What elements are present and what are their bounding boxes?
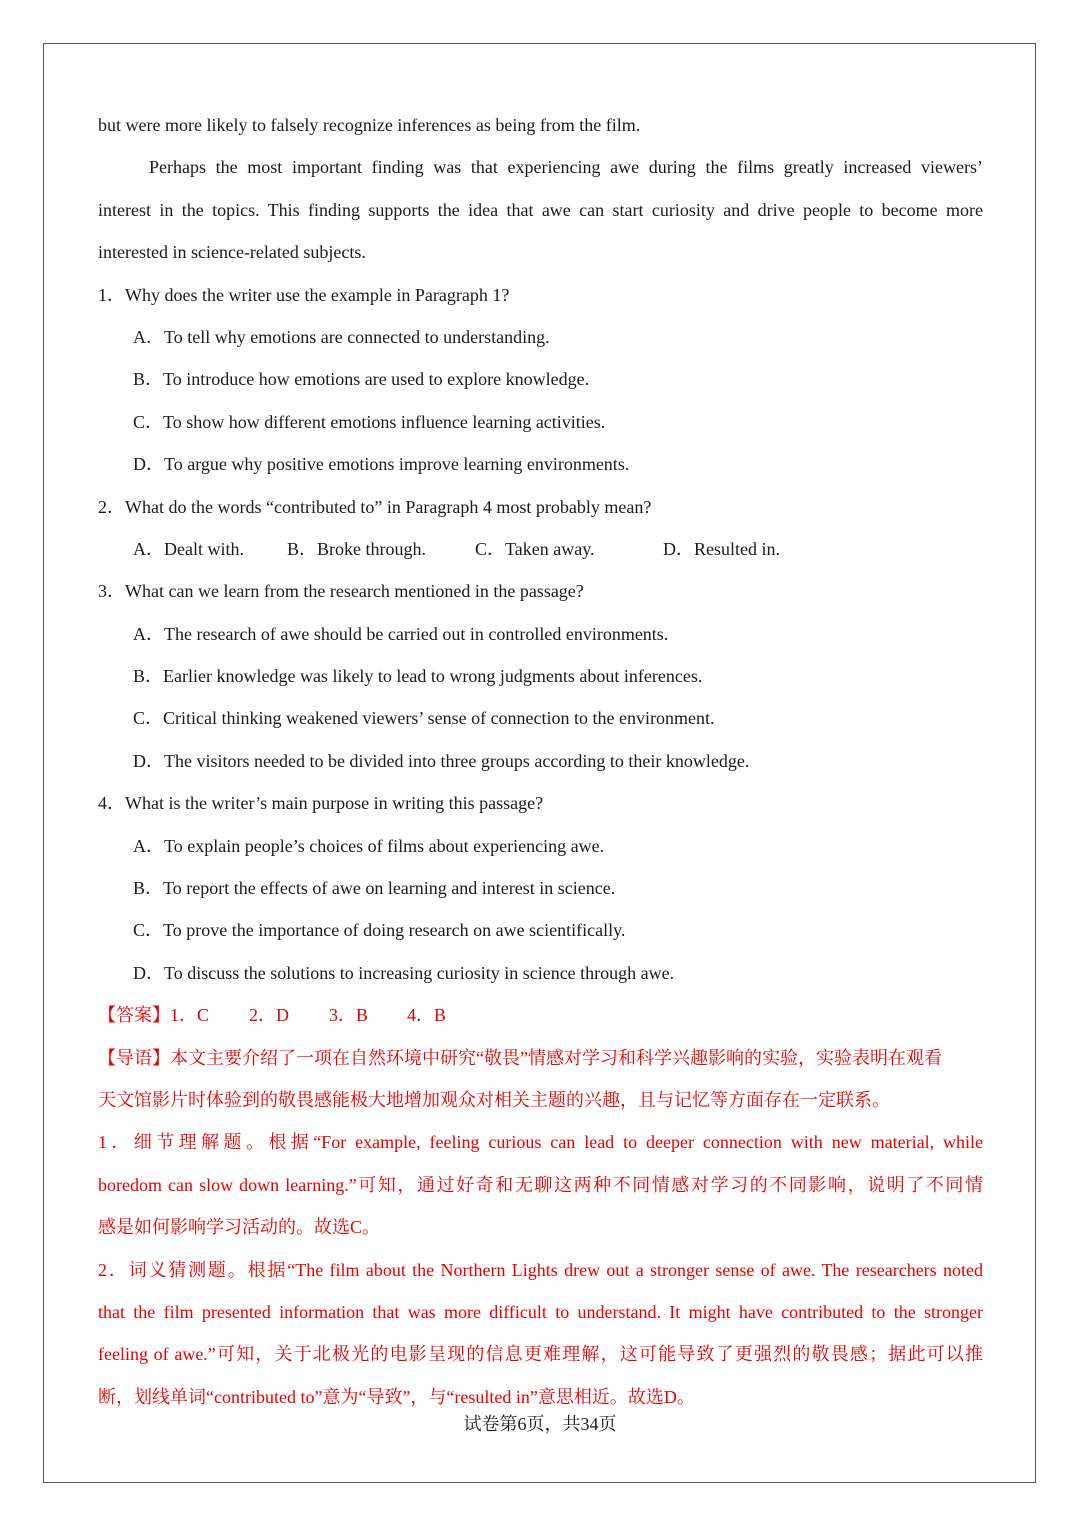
page-content: [98, 104, 983, 1418]
question-option: A．To explain people’s choices of films about experiencing awe.: [133, 835, 605, 856]
question-options-row: [98, 528, 983, 570]
explanation-line: 2．词义猜测题。根据“The film about the Northern Lights drew out a stronger sense of awe. The researchers noted: [98, 1259, 983, 1280]
question-option: C．To show how different emotions influence learning activities.: [133, 411, 606, 432]
page-footer: 试卷第6页，共34页: [463, 1414, 617, 1434]
explanation-line: that the film presented information that was more difficult to understand. It might have contributed to the stronger: [98, 1301, 983, 1322]
question-option: B．To introduce how emotions are used to explore knowledge.: [133, 369, 590, 390]
answer-item: 4．B: [407, 1005, 447, 1026]
question-option: C．Critical thinking weakened viewers’ sense of connection to the environment.: [133, 708, 715, 729]
answer-label: 【答案】: [98, 1005, 170, 1026]
question-option: B．Broke through.: [287, 538, 426, 559]
answer-item: 3．B: [329, 1005, 369, 1026]
guide-text: 天文馆影片时体验到的敬畏感能极大地增加观众对相关主题的兴趣，且与记忆等方面存在一定联系。: [98, 1089, 890, 1110]
passage-line: interested in science-related subjects.: [98, 242, 366, 263]
passage-line: Perhaps the most important finding was that experiencing awe during the films greatly increased viewers’: [149, 157, 983, 178]
explanation-line: 断，划线单词“contributed to”意为“导致”，与“resulted in”意思相近。故选D。: [98, 1386, 695, 1407]
guide-text: 【导语】本文主要介绍了一项在自然环境中研究“敬畏”情感对学习和科学兴趣影响的实验，实验表明在观看: [98, 1047, 942, 1068]
question-stem: 4．What is the writer’s main purpose in writing this passage?: [98, 793, 544, 814]
question-option: B．Earlier knowledge was likely to lead to wrong judgments about inferences.: [133, 666, 703, 687]
answer-item: 2．D: [249, 1005, 289, 1026]
explanation-line: feeling of awe.”可知，关于北极光的电影呈现的信息更难理解，这可能导致了更强烈的敬畏感；据此可以推: [98, 1344, 983, 1365]
question-stem: 2．What do the words “contributed to” in Paragraph 4 most probably mean?: [98, 496, 652, 517]
question-option: D．To argue why positive emotions improve learning environments.: [133, 454, 630, 475]
question-option: D．Resulted in.: [663, 538, 780, 559]
question-option: B．To report the effects of awe on learning and interest in science.: [133, 878, 616, 899]
question-option: D．The visitors needed to be divided into three groups according to their knowledge.: [133, 750, 750, 771]
question-option: A．To tell why emotions are connected to understanding.: [133, 326, 550, 347]
explanation-line: 1．细节理解题。根据“For example, feeling curious can lead to deeper connection with new material, while: [98, 1132, 983, 1153]
question-option: A．The research of awe should be carried out in controlled environments.: [133, 623, 669, 644]
answer-item: 1．C: [170, 1005, 210, 1026]
question-stem: 3．What can we learn from the research mentioned in the passage?: [98, 581, 584, 602]
question-option: C．Taken away.: [475, 538, 595, 559]
question-stem: 1．Why does the writer use the example in Paragraph 1?: [98, 284, 510, 305]
question-option: D．To discuss the solutions to increasing curiosity in science through awe.: [133, 962, 675, 983]
passage-line: interest in the topics. This finding supports the idea that awe can start curiosity and drive people to become more: [98, 199, 983, 220]
explanation-line: boredom can slow down learning.”可知，通过好奇和无聊这两种不同情感对学习的不同影响，说明了不同情: [98, 1174, 983, 1195]
explanation-line: 感是如何影响学习活动的。故选C。: [98, 1217, 381, 1238]
passage-line: but were more likely to falsely recognize inferences as being from the film.: [98, 115, 641, 135]
question-option: C．To prove the importance of doing research on awe scientifically.: [133, 920, 626, 941]
answer-key: [98, 994, 983, 1036]
question-option: A．Dealt with.: [133, 538, 244, 559]
